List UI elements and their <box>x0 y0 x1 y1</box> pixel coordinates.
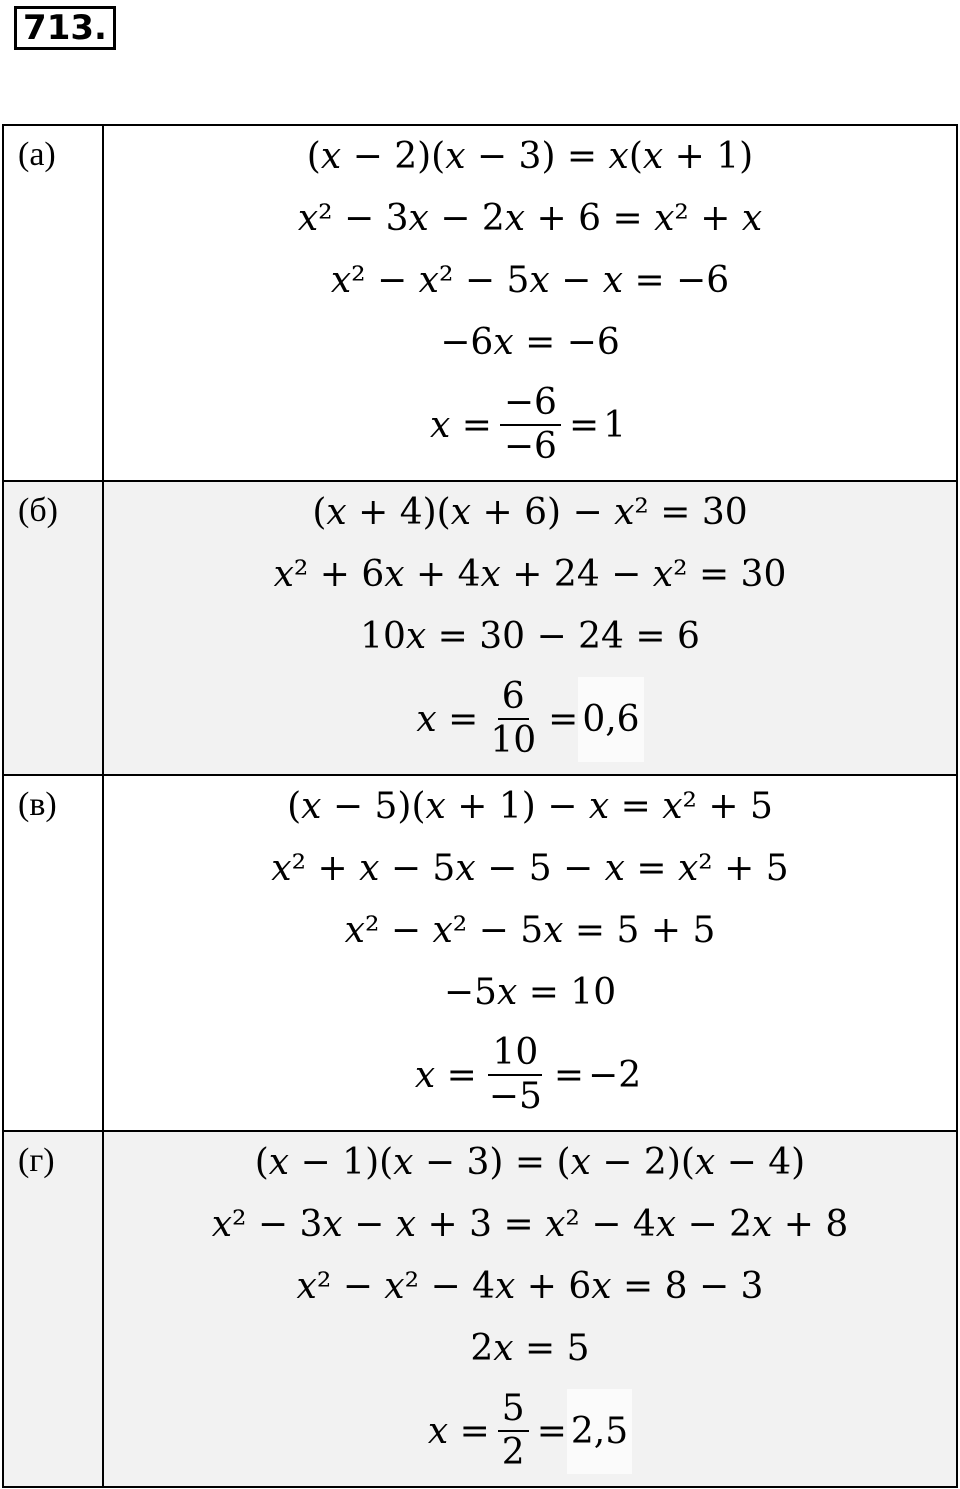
final-answer: 0,6 <box>578 677 643 762</box>
fraction-denominator: 2 <box>501 1432 525 1473</box>
final-equation <box>104 1384 956 1478</box>
equation-line: (𝑥 − 5)(𝑥 + 1) − 𝑥 = 𝑥² + 5 <box>287 786 773 827</box>
final-equals: = <box>548 698 579 740</box>
row-label: (б) <box>3 481 103 775</box>
final-equation <box>104 378 956 472</box>
fraction <box>485 1032 546 1118</box>
fraction-numerator: −6 <box>500 382 561 426</box>
table-row <box>3 1131 957 1487</box>
final-equals: = <box>568 404 600 446</box>
final-answer: 2,5 <box>567 1389 632 1474</box>
fraction-numerator: 5 <box>498 1388 529 1432</box>
solution-cell <box>103 481 957 775</box>
solution-cell <box>103 125 957 481</box>
fraction-numerator: 10 <box>488 1032 542 1076</box>
final-equals: = <box>536 1410 567 1452</box>
fraction-numerator: 6 <box>498 676 529 720</box>
fraction-denominator: −5 <box>488 1076 542 1117</box>
equation-line: (𝑥 − 2)(𝑥 − 3) = 𝑥(𝑥 + 1) <box>306 136 754 177</box>
table-row <box>3 775 957 1131</box>
row-label: (а) <box>3 125 103 481</box>
fraction <box>486 676 540 762</box>
problem-number: 713. <box>14 6 116 50</box>
equation-line: −6𝑥 = −6 <box>440 322 620 363</box>
equation-line: 𝑥² − 3𝑥 − 2𝑥 + 6 = 𝑥² + 𝑥 <box>297 198 763 239</box>
row-label: (в) <box>3 775 103 1131</box>
equation-line: 10𝑥 = 30 − 24 = 6 <box>360 616 700 657</box>
table-row <box>3 125 957 481</box>
solution-cell <box>103 775 957 1131</box>
final-equation <box>104 1028 956 1122</box>
final-answer: −2 <box>584 1033 645 1118</box>
equation-line: 𝑥² − 𝑥² − 5𝑥 = 5 + 5 <box>344 910 716 951</box>
final-lhs: 𝑥 = <box>414 1054 477 1096</box>
fraction <box>498 1388 529 1474</box>
final-equation <box>104 672 956 766</box>
table-row <box>3 481 957 775</box>
solution-cell <box>103 1131 957 1487</box>
solutions-table <box>2 124 958 1488</box>
fraction-denominator: −6 <box>503 426 557 467</box>
equation-line: −5𝑥 = 10 <box>443 972 617 1013</box>
equation-line: 𝑥² − 𝑥² − 5𝑥 − 𝑥 = −6 <box>330 260 730 301</box>
equation-line: 𝑥² + 𝑥 − 5𝑥 − 5 − 𝑥 = 𝑥² + 5 <box>271 848 789 889</box>
fraction-denominator: 10 <box>490 720 537 761</box>
equation-line: 𝑥² + 6𝑥 + 4𝑥 + 24 − 𝑥² = 30 <box>273 554 787 595</box>
final-answer: 1 <box>599 383 630 468</box>
final-equals: = <box>553 1054 585 1096</box>
final-lhs: 𝑥 = <box>427 1410 490 1452</box>
final-lhs: 𝑥 = <box>416 698 479 740</box>
equation-line: (𝑥 + 4)(𝑥 + 6) − 𝑥² = 30 <box>312 492 748 533</box>
equation-line: (𝑥 − 1)(𝑥 − 3) = (𝑥 − 2)(𝑥 − 4) <box>254 1142 806 1183</box>
equation-line: 𝑥² − 𝑥² − 4𝑥 + 6𝑥 = 8 − 3 <box>296 1266 764 1307</box>
equation-line: 2𝑥 = 5 <box>470 1328 590 1369</box>
fraction <box>500 382 561 468</box>
equation-line: 𝑥² − 3𝑥 − 𝑥 + 3 = 𝑥² − 4𝑥 − 2𝑥 + 8 <box>211 1204 849 1245</box>
row-label: (г) <box>3 1131 103 1487</box>
final-lhs: 𝑥 = <box>429 404 492 446</box>
